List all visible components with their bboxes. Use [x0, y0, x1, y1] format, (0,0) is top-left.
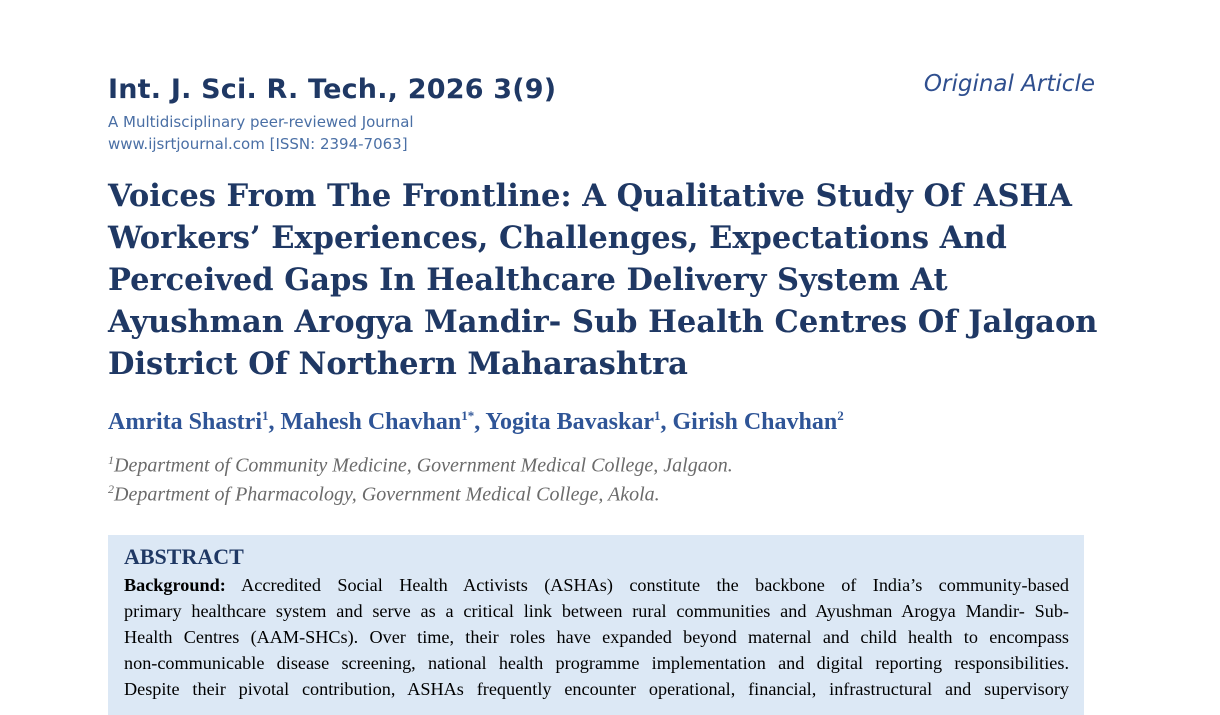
- author-name: Amrita Shastri: [108, 409, 262, 435]
- affiliation-mark: 2: [108, 482, 114, 496]
- affiliation-text: Department of Pharmacology, Government Medical College, Akola.: [114, 483, 660, 506]
- journal-title: Int. J. Sci. R. Tech., 2026 3(9): [108, 74, 557, 105]
- title-line: Voices From The Frontline: A Qualitative Study Of ASHA: [108, 178, 1072, 214]
- paper-title: [108, 175, 1098, 385]
- abstract-line: primary healthcare system and serve as a critical link between rural communities and Ayushman Arogya Mandir- Sub-: [124, 601, 1069, 621]
- title-line: District Of Northern Maharashtra: [108, 346, 688, 382]
- author-name: Mahesh Chavhan: [280, 409, 462, 435]
- affiliation-1: [108, 453, 733, 478]
- title-line: Perceived Gaps In Healthcare Delivery System At: [108, 262, 948, 298]
- title-line: Ayushman Arogya Mandir- Sub Health Centres Of Jalgaon: [108, 304, 1098, 340]
- abstract-line: Health Centres (AAM-SHCs). Over time, their roles have expanded beyond maternal and child health to encompass: [124, 627, 1069, 647]
- author-separator: ,: [474, 409, 486, 435]
- abstract-line: non-communicable disease screening, national health programme implementation and digital reporting responsibilities.: [124, 653, 1069, 673]
- title-line: Workers’ Experiences, Challenges, Expectations And: [108, 220, 1007, 256]
- author-affiliation-mark: 1*: [461, 408, 475, 423]
- journal-url-issn: www.ijsrtjournal.com [ISSN: 2394-7063]: [108, 135, 408, 153]
- abstract-text: Accredited Social Health Activists (ASHAs) constitute the backbone of India’s community-based: [225, 575, 1069, 595]
- affiliation-2: [108, 482, 660, 507]
- author-affiliation-mark: 1: [654, 408, 661, 423]
- abstract-heading: ABSTRACT: [124, 544, 244, 569]
- author-affiliation-mark: 1: [261, 408, 269, 423]
- author-list: [108, 408, 844, 436]
- abstract-line: [124, 572, 1069, 598]
- affiliation-mark: 1: [108, 453, 114, 467]
- journal-subtitle: A Multidisciplinary peer-reviewed Journal: [108, 113, 414, 131]
- abstract-line: Despite their pivotal contribution, ASHAs frequently encounter operational, financial, infrastructural and supervisory: [124, 679, 1069, 699]
- abstract-box: [108, 535, 1084, 715]
- author-name: Girish Chavhan: [672, 409, 838, 435]
- author-separator: ,: [660, 409, 673, 435]
- abstract-body: [124, 572, 1069, 702]
- background-label: Background:: [124, 575, 226, 595]
- author-affiliation-mark: 2: [837, 408, 844, 423]
- author-separator: ,: [268, 409, 281, 435]
- article-type-label: Original Article: [923, 71, 1095, 97]
- affiliation-text: Department of Community Medicine, Government Medical College, Jalgaon.: [114, 454, 733, 477]
- author-name: Yogita Bavaskar: [485, 409, 654, 435]
